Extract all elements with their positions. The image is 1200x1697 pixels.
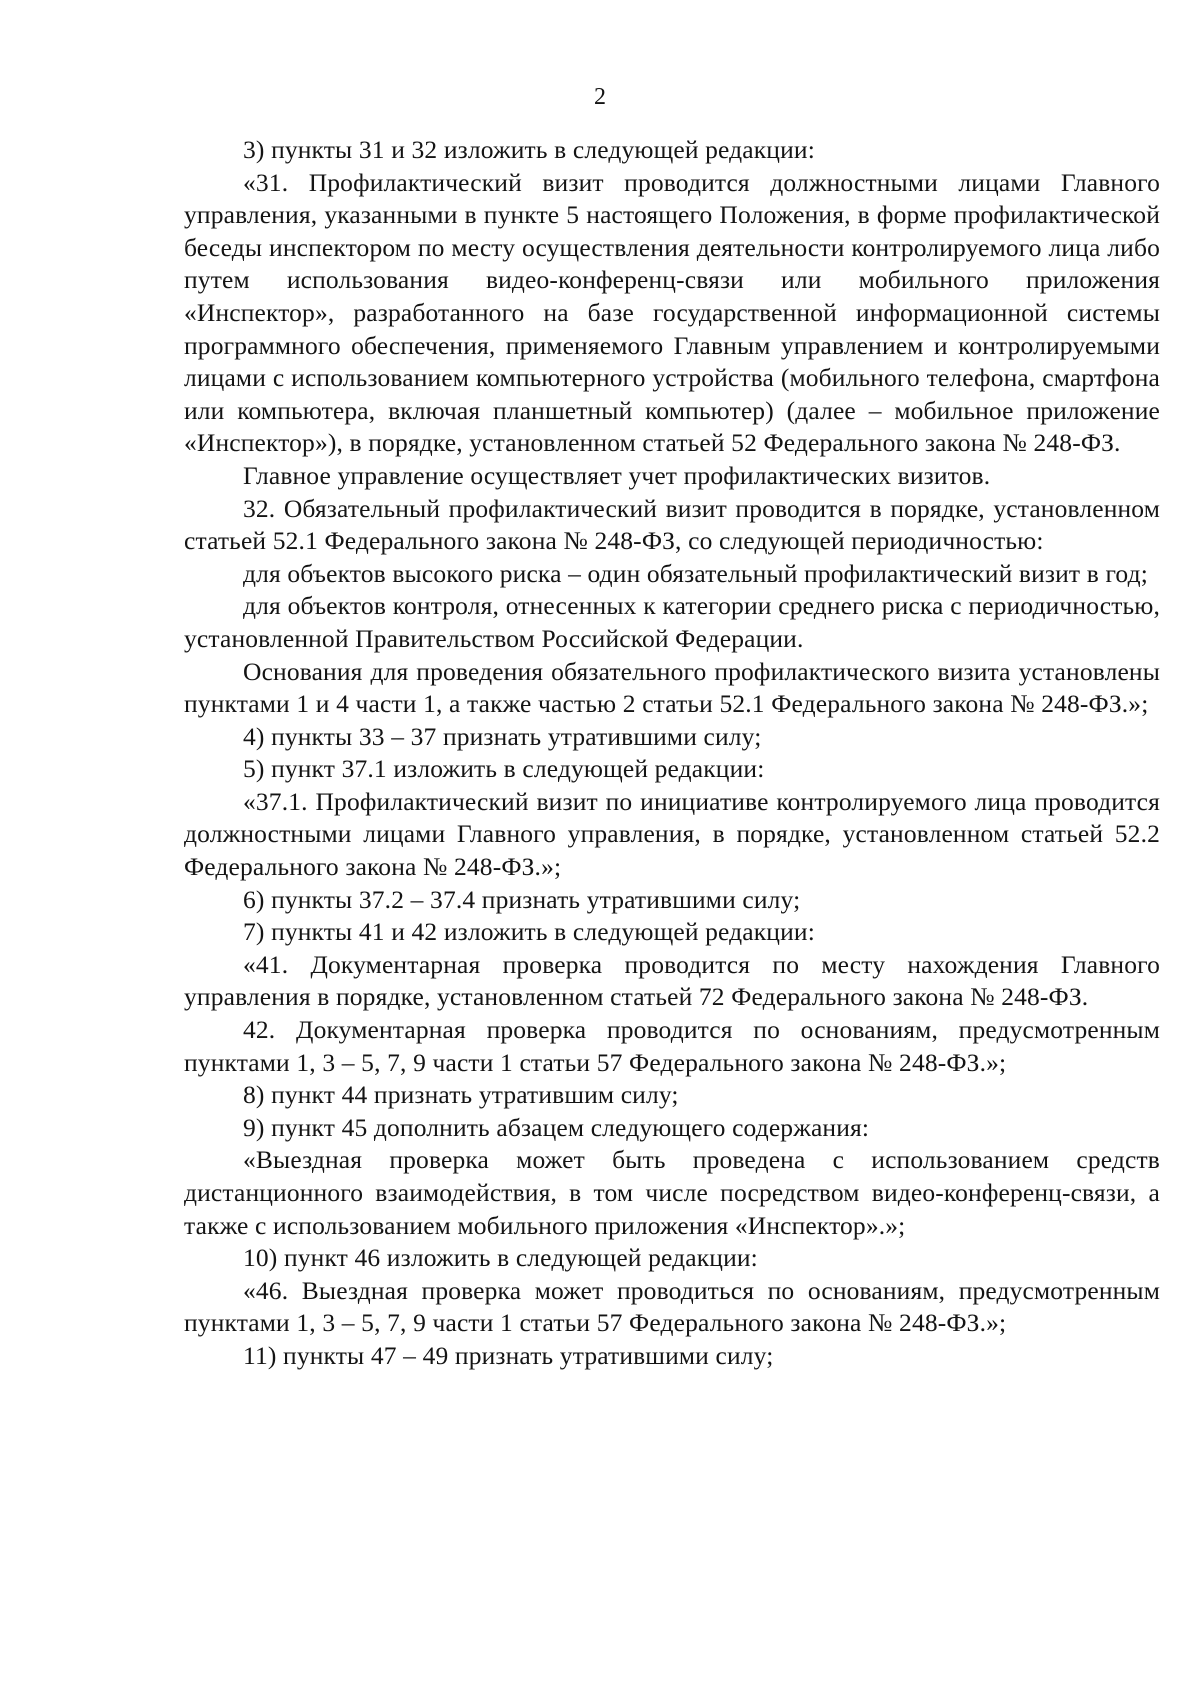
- paragraph: для объектов контроля, отнесенных к категории среднего риска с периодичностью, установленной Правительством Российской Федерации.: [184, 591, 1160, 653]
- paragraph: для объектов высокого риска – один обязательный профилактический визит в год;: [243, 558, 1148, 588]
- paragraph: «31. Профилактический визит проводится должностными лицами Главного управления, указанными в пункте 5 настоящего Положения, в форме профилактической беседы инспектором по месту осуществления деятельности контролируемого лица либо путем использования видео-конференц-связи или мобильного приложения «Инспектор», разработанного на базе государственной информационной системы программного обеспечения, применяемого Главным управлением и контролируемыми лицами с использованием компьютерного устройства (мобильного телефона, смартфона или компьютера, включая планшетный компьютер) (далее – мобильное приложение «Инспектор»), в порядке, установленном статьей 52 Федерального закона № 248-ФЗ.: [184, 167, 1160, 458]
- paragraph: 3) пункты 31 и 32 изложить в следующей редакции:: [243, 135, 815, 164]
- paragraph: «41. Документарная проверка проводится по месту нахождения Главного управления в порядке, установленном статьей 72 Федерального закона № 248-ФЗ.: [184, 949, 1160, 1012]
- paragraph: Основания для проведения обязательного профилактического визита установлены пунктами 1 и 4 части 1, а также частью 2 статьи 52.1 Федерального закона № 248-ФЗ.»;: [184, 656, 1160, 719]
- paragraph: 32. Обязательный профилактический визит проводится в порядке, установленном статьей 52.1 Федерального закона № 248-ФЗ, со следующей периодичностью:: [184, 493, 1160, 556]
- paragraph: «46. Выездная проверка может проводиться по основаниям, предусмотренным пунктами 1, 3 – 5, 7, 9 части 1 статьи 57 Федерального закона № 248-ФЗ.»;: [184, 1275, 1160, 1338]
- paragraph: 11) пункты 47 – 49 признать утратившими силу;: [243, 1340, 774, 1370]
- paragraph: 6) пункты 37.2 – 37.4 признать утратившими силу;: [243, 884, 801, 914]
- page-number: 2: [594, 84, 606, 110]
- paragraph: Главное управление осуществляет учет профилактических визитов.: [243, 460, 991, 490]
- paragraph: 42. Документарная проверка проводится по основаниям, предусмотренным пунктами 1, 3 – 5, 7, 9 части 1 статьи 57 Федерального закона № 248-ФЗ.»;: [184, 1015, 1160, 1077]
- paragraph: «37.1. Профилактический визит по инициативе контролируемого лица проводится должностными лицами Главного управления, в порядке, установленном статьей 52.2 Федерального закона № 248-ФЗ.»;: [184, 786, 1160, 882]
- paragraph: 5) пункт 37.1 изложить в следующей редакции:: [243, 754, 765, 784]
- paragraph: 8) пункт 44 признать утратившим силу;: [243, 1080, 679, 1110]
- document-body: [184, 134, 1160, 1373]
- paragraph: 10) пункт 46 изложить в следующей редакции:: [243, 1243, 758, 1273]
- paragraph: 4) пункты 33 – 37 признать утратившими силу;: [243, 721, 762, 751]
- paragraph: 7) пункты 41 и 42 изложить в следующей редакции:: [243, 917, 815, 947]
- paragraph: 9) пункт 45 дополнить абзацем следующего содержания:: [243, 1112, 870, 1142]
- paragraph: «Выездная проверка может быть проведена с использованием средств дистанционного взаимодействия, в том числе посредством видео-конференц-связи, а также с использованием мобильного приложения «Инспектор».»;: [184, 1145, 1160, 1240]
